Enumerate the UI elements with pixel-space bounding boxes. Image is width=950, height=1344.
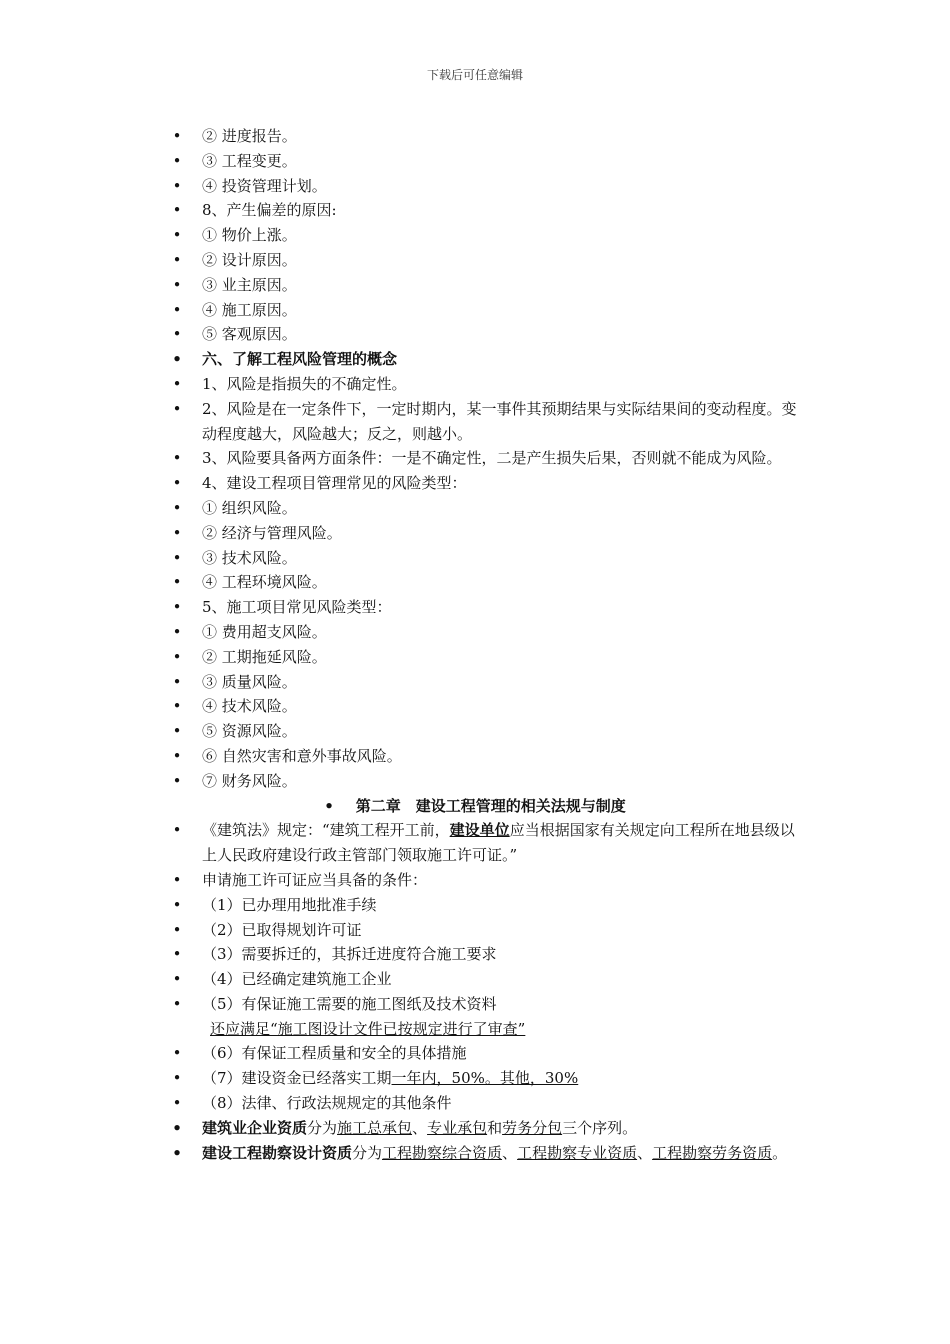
condition-item: • （5）有保证施工需要的施工图纸及技术资料 [0, 992, 808, 1017]
bullet-icon: • [172, 201, 182, 220]
section-heading: • 六、了解工程风险管理的概念 [0, 347, 808, 372]
list-item: • ④ 投资管理计划。 [0, 174, 808, 199]
bullet-icon: • [172, 746, 182, 765]
list-item: • ④ 工程环境风险。 [0, 570, 808, 595]
condition-item: • （2）已取得规划许可证 [0, 918, 808, 943]
list-item: • ① 费用超支风险。 [0, 620, 808, 645]
bullet-icon: • [324, 796, 334, 815]
bullet-icon: • [172, 970, 182, 989]
bullet-icon: • [172, 548, 182, 567]
bullet-icon: • [172, 275, 182, 294]
bullet-icon: • [172, 722, 182, 741]
bullet-icon: • [172, 300, 182, 319]
condition-item: • （6）有保证工程质量和安全的具体措施 [0, 1041, 808, 1066]
emphasis-text: 建设单位 [449, 821, 510, 840]
condition-item: • （4）已经确定建筑施工企业 [0, 967, 808, 992]
list-item: • ③ 质量风险。 [0, 670, 808, 695]
bullet-icon: • [172, 226, 182, 245]
bullet-icon: • [172, 1069, 182, 1088]
bullet-icon: • [172, 325, 182, 344]
list-item: • ③ 业主原因。 [0, 273, 808, 298]
bullet-icon: • [172, 250, 182, 269]
bullet-icon: • [172, 498, 182, 517]
qualification-item: • 建设工程勘察设计资质分为工程勘察综合资质、工程勘察专业资质、工程勘察劳务资质。 [0, 1141, 808, 1166]
bullet-icon: • [172, 176, 182, 195]
bullet-icon: • [172, 895, 182, 914]
bullet-icon: • [172, 523, 182, 542]
bullet-icon: • [172, 821, 182, 840]
condition-item: • （1）已办理用地批准手续 [0, 893, 808, 918]
bullet-icon: • [172, 1118, 182, 1137]
bullet-icon: • [172, 1044, 182, 1063]
bullet-icon: • [172, 127, 182, 145]
list-item: • 5、施工项目常见风险类型： [0, 595, 808, 620]
list-item: • ① 组织风险。 [0, 496, 808, 521]
list-item: • ② 工期拖延风险。 [0, 645, 808, 670]
bullet-icon: • [172, 622, 182, 641]
bullet-icon: • [172, 1143, 182, 1162]
bullet-icon: • [172, 697, 182, 716]
bullet-icon: • [172, 870, 182, 889]
list-item: • 2、风险是在一定条件下，一定时期内，某一事件其预期结果与实际结果间的变动程度。变动程度越大，风险越大；反之，则越小。 [0, 397, 808, 447]
bullet-icon: • [172, 647, 182, 666]
law-item: • 《建筑法》规定：“建筑工程开工前，建设单位应当根据国家有关规定向工程所在地县级以上人民政府建设行政主管部门领取施工许可证。” [0, 818, 808, 868]
list-item: • ① 物价上涨。 [0, 223, 808, 248]
list-item: • ⑤ 资源风险。 [0, 719, 808, 744]
list-item: • 8、产生偏差的原因: [0, 198, 808, 223]
list-item: • ⑤ 客观原因。 [0, 322, 808, 347]
bullet-icon: • [172, 151, 182, 170]
bullet-icon: • [172, 994, 182, 1013]
bullet-list [0, 124, 950, 1165]
bullet-icon: • [172, 771, 182, 790]
bullet-icon: • [172, 374, 182, 393]
list-item: • 4、建设工程项目管理常见的风险类型： [0, 471, 808, 496]
list-item: • ② 进度报告。 [0, 124, 808, 149]
extra-note: 还应满足“施工图设计文件已按规定进行了审查” [210, 1019, 526, 1038]
bullet-icon: • [172, 573, 182, 592]
bullet-icon: • [172, 1094, 182, 1113]
chapter-heading: • 第二章 建设工程管理的相关法规与制度 [324, 796, 626, 815]
list-item: • ② 设计原因。 [0, 248, 808, 273]
list-item: • ③ 技术风险。 [0, 546, 808, 571]
page-header: 下载后可任意编辑 [426, 68, 523, 82]
conditions-title: • 申请施工许可证应当具备的条件： [0, 868, 808, 893]
list-item: • 1、风险是指损失的不确定性。 [0, 372, 808, 397]
list-item: • ④ 技术风险。 [0, 694, 808, 719]
list-item: • ② 经济与管理风险。 [0, 521, 808, 546]
list-item: • ④ 施工原因。 [0, 298, 808, 323]
bullet-icon: • [172, 920, 182, 939]
condition-item: • （7）建设资金已经落实工期一年内，50%。其他，30% [0, 1066, 808, 1091]
bullet-icon: • [172, 399, 182, 418]
qualification-item: • 建筑业企业资质分为施工总承包、专业承包和劳务分包三个序列。 [0, 1116, 808, 1141]
bullet-icon: • [172, 474, 182, 493]
bullet-icon: • [172, 598, 182, 617]
list-item: • ⑦ 财务风险。 [0, 769, 808, 794]
bullet-icon: • [172, 672, 182, 691]
list-item: • ③ 工程变更。 [0, 149, 808, 174]
list-item: • ⑥ 自然灾害和意外事故风险。 [0, 744, 808, 769]
list-item: • 3、风险要具备两方面条件：一是不确定性，二是产生损失后果，否则就不能成为风险。 [0, 446, 808, 471]
bullet-icon: • [172, 449, 182, 468]
bullet-icon: • [172, 350, 182, 369]
condition-item: • （8）法律、行政法规规定的其他条件 [0, 1091, 808, 1116]
condition-item: • （3）需要拆迁的，其拆迁进度符合施工要求 [0, 942, 808, 967]
bullet-icon: • [172, 945, 182, 964]
